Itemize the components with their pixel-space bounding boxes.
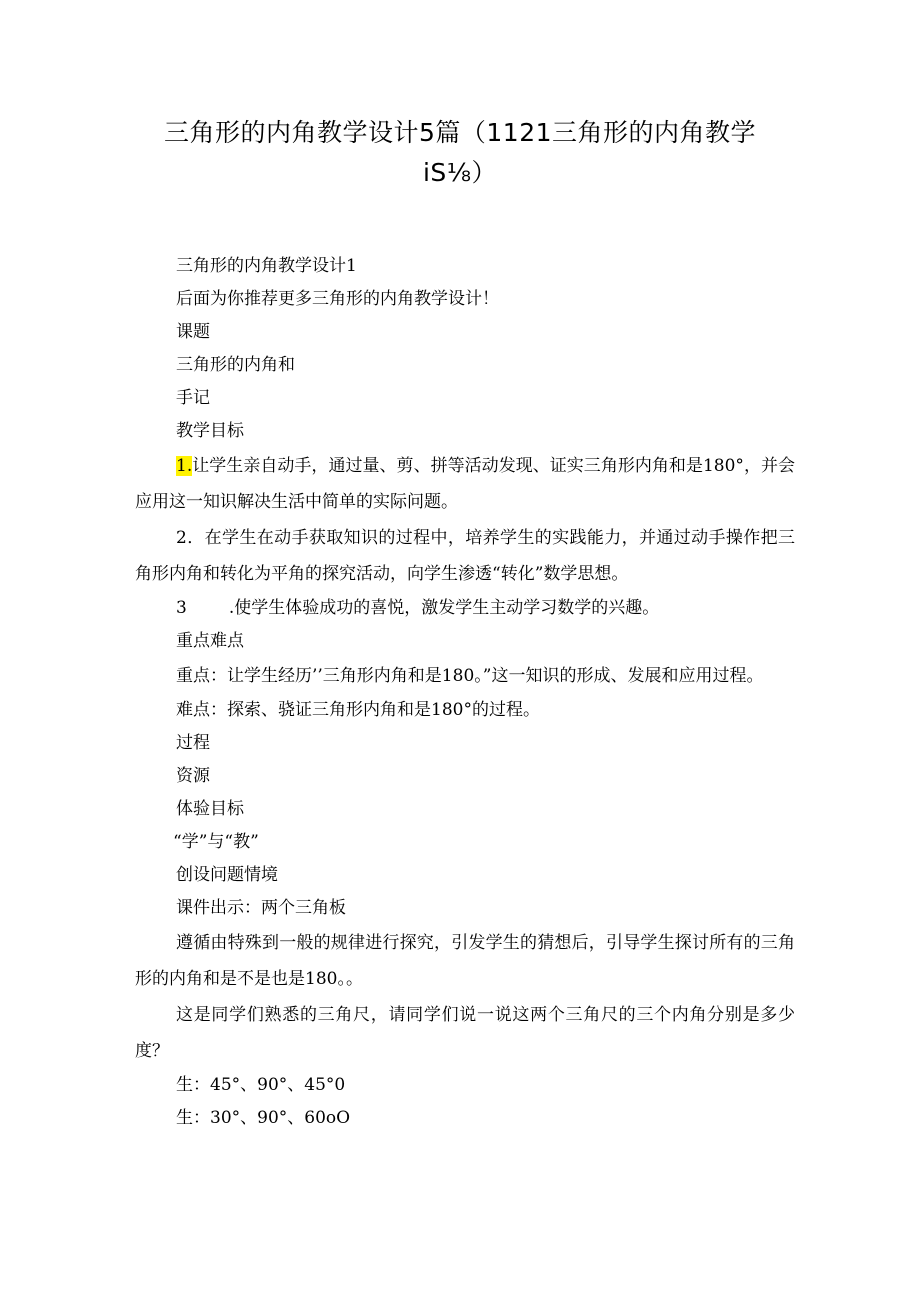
goal-3-text: .使学生体验成功的喜悦，激发学生主动学习数学的兴趣。 (228, 598, 660, 618)
difficulty: 难点：探索、骁证三角形内角和是180°的过程。 (176, 700, 540, 720)
goal-1-number: 1. (176, 456, 193, 476)
paragraph-explore: 遵循由特殊到一般的规律进行探究，引发学生的猜想后，引导学生探讨所有的三角形的内角和是不是也是180。。 (135, 933, 795, 989)
label-goals: 教学目标 (176, 421, 244, 441)
label-notes: 手记 (176, 388, 210, 408)
label-resources: 资源 (176, 766, 210, 786)
answer-2: 生：30°、90°、60oO (176, 1108, 351, 1128)
intro-text: 后面为你推荐更多三角形的内角教学设计！ (176, 289, 499, 309)
title-line-1: 三角形的内角教学设计5篇（1121三角形的内角教学 (163, 118, 757, 147)
label-process: 过程 (176, 733, 210, 753)
answer-1: 生：45°、90°、45°0 (176, 1075, 346, 1095)
topic-value: 三角形的内角和 (176, 355, 295, 375)
title-line-2: iS⅛） (422, 158, 498, 187)
section-heading: 三角形的内角教学设计1 (176, 256, 357, 276)
label-create-scene: 创设问题情境 (176, 865, 278, 885)
goal-3-number: 3 (176, 598, 187, 618)
learn-teach: “学”与“教” (173, 832, 259, 852)
key-point: 重点：让学生经历’’三角形内角和是180。”这一知识的形成、发展和应用过程。 (176, 666, 764, 686)
label-experience-goal: 体验目标 (176, 799, 244, 819)
label-key-points: 重点难点 (176, 631, 244, 651)
document-body (135, 250, 795, 1135)
label-topic: 课题 (176, 322, 210, 342)
paragraph-question: 这是同学们熟悉的三角尺，请同学们说一说这两个三角尺的三个内角分别是多少度？ (135, 1005, 795, 1061)
goal-1-text: 让学生亲自动手，通过量、剪、拼等活动发现、证实三角形内角和是180°，并会应用这一知识解决生活中简单的实际问题。 (135, 456, 795, 512)
goal-1 (135, 448, 795, 520)
document-title (0, 113, 920, 193)
courseware: 课件出示：两个三角板 (176, 898, 346, 918)
goal-3 (135, 592, 795, 625)
goal-2: 2．在学生在动手获取知识的过程中，培养学生的实践能力，并通过动手操作把三角形内角和转化为平角的探究活动，向学生渗透“转化”数学思想。 (135, 528, 795, 584)
